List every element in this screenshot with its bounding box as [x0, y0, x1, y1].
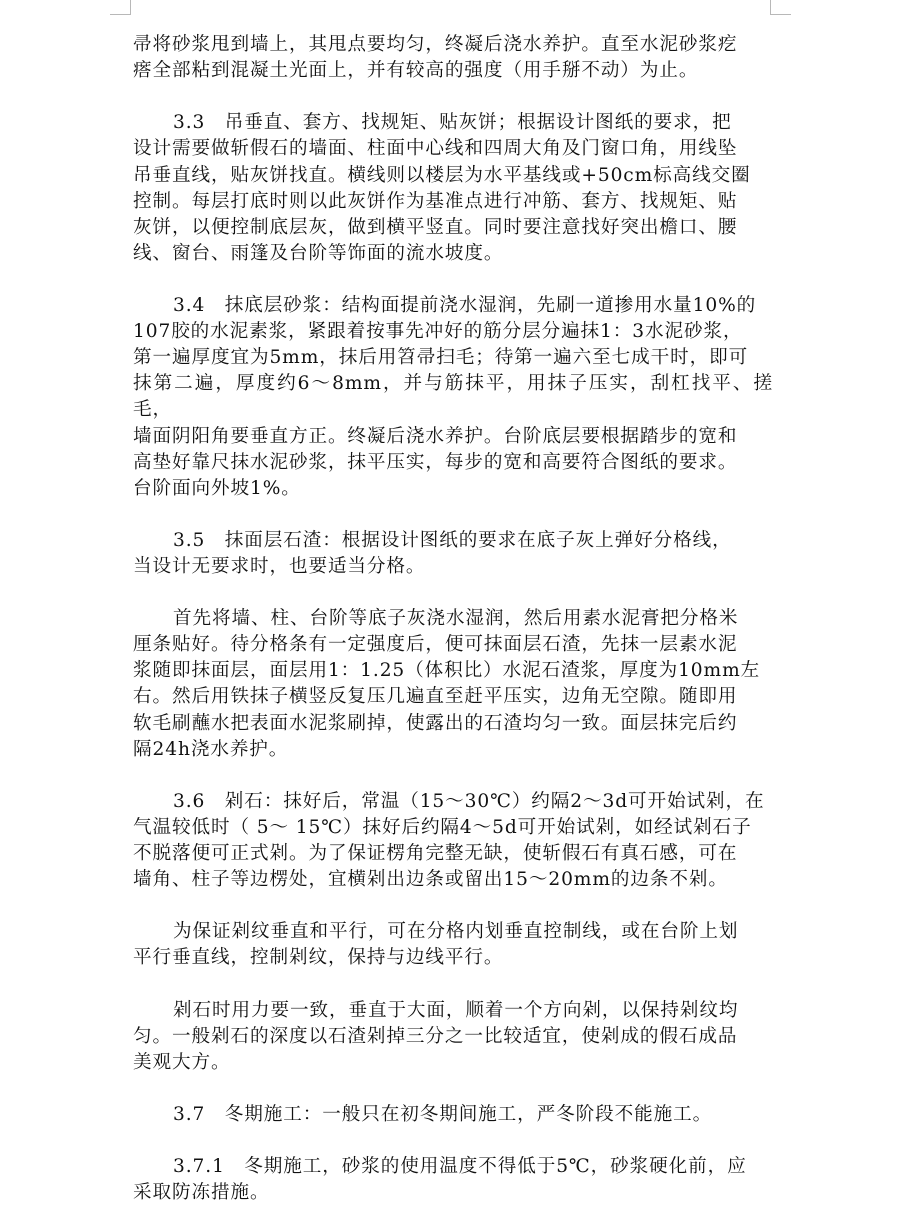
paragraph-3-6-control-lines: 为保证剁纹垂直和平行，可在分格内划垂直控制线，或在台阶上划 平行垂直线，控制剁纹，保持与边线平行。: [133, 921, 739, 969]
paragraph-3-5: 3.5 抹面层石渣：根据设计图纸的要求在底子灰上弹好分格线， 当设计无要求时，也要适当分格。: [133, 529, 732, 577]
paragraph-3-6: 3.6 剁石：抹好后，常温（15～30℃）约隔2～3d可开始试剁，在 气温较低时（ 5～ 15℃）抹好后约隔4～5d可开始试剁，如经试剁石子 不脱落便可正式剁。为了保证楞角完整无缺，使斩假石有真石感，可在 墙角、柱子等边楞处，宜横剁出边条或留出15～20mm的边条不剁。: [133, 790, 765, 891]
paragraph-3-6-force: 剁石时用力要一致，垂直于大面，顺着一个方向剁，以保持剁纹均 匀。一般剁石的深度以石渣剁掉三分之一比较适宜，使剁成的假石成品 美观大方。: [133, 999, 739, 1073]
paragraph-3-7-1: 3.7.1 冬期施工，砂浆的使用温度不得低于5℃，砂浆硬化前，应 采取防冻措施。: [133, 1156, 747, 1204]
paragraph-continuation: 帚将砂浆甩到墙上，其甩点要均匀，终凝后浇水养护。直至水泥砂浆疙 瘩全部粘到混凝土光面上，并有较高的强度（用手掰不动）为止。: [133, 34, 738, 82]
paragraph-3-5-detail: 首先将墙、柱、台阶等底子灰浇水湿润，然后用素水泥膏把分格米 厘条贴好。待分格条有一定强度后，便可抹面层石渣，先抹一层素水泥 浆随即抹面层，面层用1：1.25（体积比）水泥石渣浆，厚度为10mm左 右。然后用铁抹子横竖反复压几遍直至赶平压实，边角无空隙。随即用 软毛刷蘸水把表面水泥浆刷掉，使露出的石渣均匀一致。面层抹完后约 隔24h浇水养护。: [133, 608, 761, 760]
left-margin-corner-mark: [110, 0, 131, 15]
document-body[interactable]: [133, 6, 773, 1232]
paragraph-3-4: 3.4 抹底层砂浆：结构面提前浇水湿润，先刷一道掺用水量10%的 107胶的水泥素浆，紧跟着按事先冲好的筋分层分遍抹1：3水泥砂浆， 第一遍厚度宜为5mm，抹后用笤帚扫毛；待第一遍六至七成干时，即可 抹第二遍，厚度约6～8mm，并与筋抹平，用抹子压实，刮杠找平、搓毛， 墙面阴阳角要垂直方正。终凝后浇水养护。台阶底层要根据踏步的宽和 高垫好靠尺抹水泥砂浆，抹平压实，每步的宽和高要符合图纸的要求。 台阶面向外坡1%。: [133, 295, 773, 499]
right-margin-corner-mark: [770, 0, 791, 15]
paragraph-3-3: 3.3 吊垂直、套方、找规矩、贴灰饼；根据设计图纸的要求，把 设计需要做斩假石的墙面、柱面中心线和四周大角及门窗口角，用线坠 吊垂直线，贴灰饼找直。横线则以楼层为水平基线或+50cm标高线交圈 控制。每层打底时则以此灰饼作为基准点进行冲筋、套方、找规矩、贴 灰饼，以便控制底层灰，做到横平竖直。同时要注意找好突出檐口、腰 线、窗台、雨篷及台阶等饰面的流水坡度。: [133, 112, 751, 264]
paragraph-3-7: 3.7 冬期施工：一般只在初冬期间施工，严冬阶段不能施工。: [173, 1103, 713, 1125]
